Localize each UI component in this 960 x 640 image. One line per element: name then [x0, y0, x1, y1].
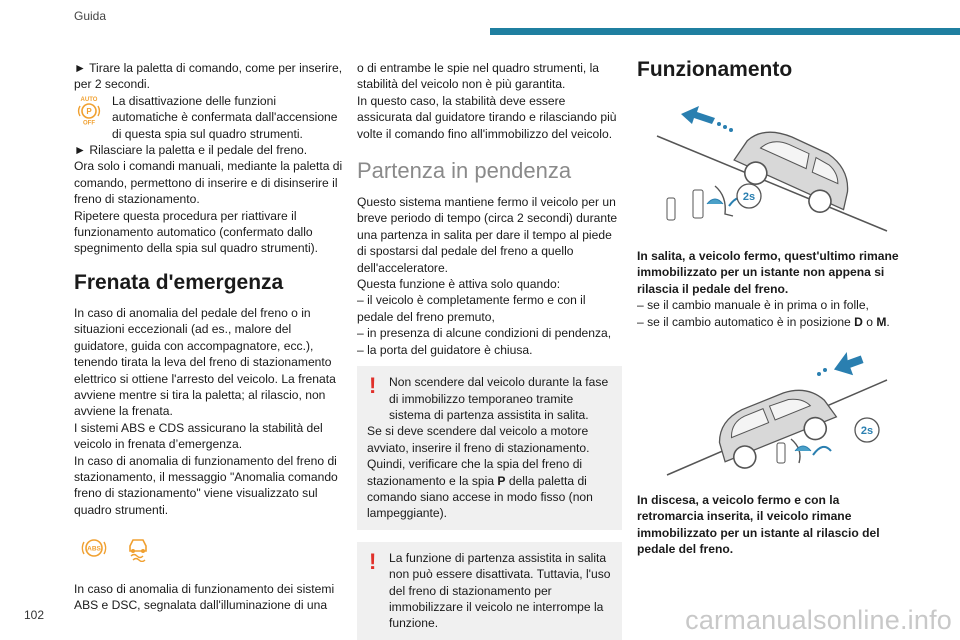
emergency-braking-text: In caso di anomalia del pedale del freno o in situazioni eccezionali (ad es., malore del guidatore, guida con accompagnatore, ecc.), tenendo tirata la leva del freno di stazionamento elettrico si ottiene l'arresto del veicolo. La frenata avviene mentre si tira la paletta; al rilascio, non avviene la frenata.: [74, 305, 336, 419]
running-header: Guida: [74, 9, 107, 23]
stability-not-guaranteed-text: o di entrambe le spie nel quadro strumenti, la stabilità del veicolo non è più garantita.: [357, 61, 600, 92]
warning-exclamation-icon: !: [369, 373, 377, 399]
driver-stability-text: In questo caso, la stabilità deve essere assicurata dal guidatore tirando e rilasciando più volte il comando fino all'immobilizzo del veicolo.: [357, 93, 617, 141]
off-icon-label: OFF: [83, 120, 95, 125]
note1-text-2: Se si deve scendere dal veicolo a motore avviato, inserire il freno di stazionamento.: [367, 424, 590, 455]
downhill-description: In discesa, a veicolo fermo e con la retromarcia inserita, il veicolo rimane immobilizzato per un istante al rilascio del pedale del freno.: [637, 493, 880, 557]
svg-text:P: P: [86, 106, 92, 116]
condition-manual-gearbox: – se il cambio manuale è in prima o in folle,: [637, 298, 869, 313]
column-right: [637, 58, 905, 558]
condition-vehicle-stopped: – il veicolo è completamente fermo e con il pedale del freno premuto,: [357, 293, 586, 324]
heading-operation: Funzionamento: [637, 58, 793, 81]
column-middle: [357, 60, 622, 640]
abs-warning-icon: [80, 534, 108, 566]
hill-start-conditions-intro: Questa funzione è attiva solo quando:: [357, 277, 561, 292]
condition-slope: – in presenza di alcune condizioni di pendenza,: [357, 326, 612, 341]
note1-text-1: Non scendere dal veicolo durante la fase di immobilizzo temporaneo tramite sistema di partenza assistita in salita.: [389, 375, 609, 422]
auto-off-paragraph: [74, 93, 344, 142]
stability-control-warning-icon: [124, 534, 152, 566]
page-number: 102: [24, 608, 45, 622]
note1-text-3: Quindi, verificare che la spia del freno di stazionamento e la spia P della paletta di comando siano accese in modo fisso (non lampeggiante).: [367, 457, 593, 521]
parking-brake-fault-text: In caso di anomalia di funzionamento del freno di stazionamento, il messaggio "Anomalia comando freno di stazionamento" viene visualizzato sul quadro strumenti.: [74, 453, 338, 517]
condition-automatic-gearbox: – se il cambio automatico è in posizione D o M.: [637, 314, 890, 329]
heading-hill-start: Partenza in pendenza: [357, 158, 572, 184]
header-accent-bar: [490, 28, 960, 35]
heading-emergency-braking: Frenata d'emergenza: [74, 270, 284, 294]
hill-start-description: Questo sistema mantiene fermo il veicolo per un breve periodo di tempo (circa 2 secondi) durante una partenza in salita per dare il tempo al piede di spostarsi dal pedale del freno a quello dell'acceleratore.: [357, 195, 618, 275]
auto-p-off-warning-icon: [74, 95, 104, 129]
warning-note-cannot-disable: [357, 542, 622, 640]
uphill-description: In salita, a veicolo fermo, quest'ultimo rimane immobilizzato per un istante non appena si rilascia il pedale del freno.: [637, 249, 899, 296]
instruction-release: ► Rilasciare la paletta e il pedale del freno.: [74, 143, 308, 158]
warning-exclamation-icon: !: [369, 548, 377, 574]
note2-text: La funzione di partenza assistita in salita non può essere disattivata. Tuttavia, l'uso del freno di stazionamento per immobilizzare il veicolo ne interrompe la funzione.: [389, 550, 611, 631]
auto-icon-label: AUTO: [80, 96, 98, 103]
timer-label-2: 2s: [860, 425, 874, 438]
warning-lamps-row: [80, 534, 344, 566]
warning-note-do-not-exit: [357, 366, 622, 530]
uphill-car-illustration: [637, 96, 897, 236]
abs-cds-text: I sistemi ABS e CDS assicurano la stabilità del veicolo in frenata d’emergenza.: [74, 420, 323, 452]
instruction-pull-paddle: ► Tirare la paletta di comando, come per inserire, per 2 secondi.: [74, 61, 343, 92]
watermark-text: carmanualsonline.info: [685, 605, 952, 635]
auto-off-description: La disattivazione delle funzioni automatiche è confermata dall'accensione di questa spia sul quadro strumenti.: [112, 93, 338, 141]
condition-door-closed: – la porta del guidatore è chiusa.: [357, 342, 533, 357]
downhill-car-illustration: [637, 340, 897, 480]
manual-only-text: Ora solo i comandi manuali, mediante la paletta di comando, permettono di inserire e di disinserire il freno di stazionamento.: [74, 159, 343, 207]
abs-icon-label: ABS: [87, 545, 101, 553]
reactivate-text: Ripetere questa procedura per riattivare il funzionamento automatico (confermato dallo spegnimento della spia sul quadro strumenti).: [74, 208, 319, 256]
timer-label-1: 2s: [742, 191, 756, 203]
column-left: [74, 60, 344, 613]
abs-dsc-fault-text: In caso di anomalia di funzionamento dei sistemi ABS e DSC, segnalata dall'illuminazione di una: [74, 581, 335, 612]
